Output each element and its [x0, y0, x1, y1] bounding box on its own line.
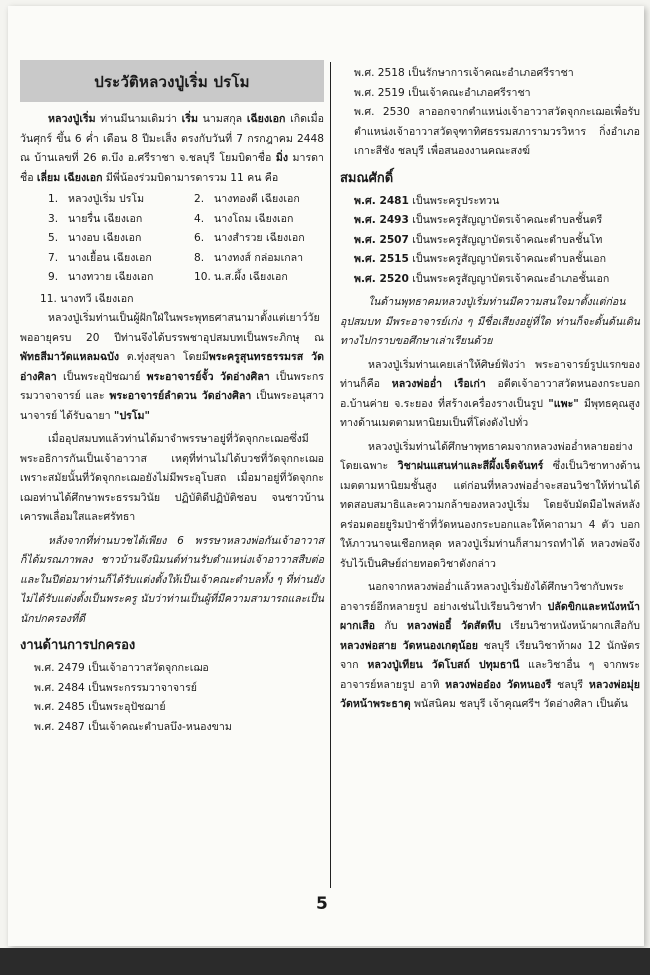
- page-title: ประวัติหลวงปู่เริ่ม ปรโม: [20, 60, 324, 102]
- training-paragraph: [340, 438, 640, 575]
- sibling-name: หลวงปู่เริ่ม ปรโม: [68, 193, 145, 205]
- sibling-item: [48, 210, 194, 230]
- kammavacacariya-name: พระอาจารย์จั้ว วัดอ่างศิลา: [146, 370, 270, 383]
- rank-text: เป็นพระครูสัญญาบัตรเจ้าคณะตำบลชั้นโท: [408, 233, 603, 246]
- sibling-name: นางทวาย เฉียงเอก: [68, 271, 154, 283]
- sibling-item: [194, 249, 344, 269]
- ordination-text: ต.ทุ่งสุขลา โดยมี: [119, 351, 209, 363]
- rank-item: [340, 211, 640, 231]
- teachers-text: ชลบุรี: [551, 678, 589, 691]
- abbot-paragraph: หลังจากที่ท่านบวชได้เพียง 6 พรรษาหลวงพ่อกันเจ้าอาวาสก็ได้มรณภาพลง ชาวบ้านจึงนิมนต์ท่านรับตำแหน่งเจ้าอาวาสสืบต่อ และในปีต่อมาท่านก็ได้รับแต่งตั้งให้เป็นเจ้าคณะตำบลทั้ง ๆ ที่ท่านยังไม่ได้รับแต่งตั้งเป็นพระครู นับว่าท่านเป็นผู้ที่มีความสามารถและเป็นนักปกครองที่ดี: [20, 534, 324, 625]
- intro-paragraph: [20, 110, 324, 188]
- teacher-text: หลวงปู่เริ่มท่านเคยเล่าให้ศิษย์ฟังว่า พระอาจารย์รูปแรกของท่านก็คือ: [340, 358, 640, 390]
- governance-item: พ.ศ. 2487 เป็นเจ้าคณะตำบลบึง-หนองขาม: [34, 720, 232, 733]
- teacher-name: หลวงปู่เทียน วัดโบสถ์ ปทุมธานี: [367, 659, 520, 671]
- governance-item: พ.ศ. 2519 เป็นเจ้าคณะอำเภอศรีราชา: [354, 86, 531, 99]
- other-teachers-paragraph: [340, 578, 640, 715]
- intro-surname: เฉียงเอก: [246, 113, 286, 125]
- teacher-text: มีพุทธคุณสูงทางด้านเมตตามหานิยมเป็นที่โด่งดังไปทั่ว: [340, 397, 640, 429]
- governance-heading: งานด้านการปกครอง: [20, 638, 136, 653]
- sibling-number: 8.: [194, 251, 205, 264]
- sibling-item: [48, 190, 194, 210]
- rank-heading: สมณศักดิ์: [340, 170, 394, 186]
- governance-item: พ.ศ. 2479 เป็นเจ้าอาวาสวัดจุกกะเฌอ: [34, 662, 209, 674]
- ordination-text: เป็นพระกรรมวาจาจารย์ และ: [20, 370, 324, 402]
- page-number: 5: [316, 894, 328, 914]
- training-text: หลวงปู่เริ่มท่านได้ศึกษาพุทธาคมจากหลวงพ่ออ่ำหลายอย่าง โดยเฉพาะ: [340, 440, 633, 472]
- rank-year: พ.ศ. 2507: [354, 233, 409, 246]
- magic-interest-paragraph: ในด้านพุทธาคมหลวงปู่เริ่มท่านมีความสนใจมาตั้งแต่ก่อนอุปสมบท มีพระอาจารย์เก่ง ๆ มีชื่อเสียงอยู่ที่ใด ท่านก็จะดั้นด้นเดินทางไปกราบขอศึกษาเล่าเรียนด้วย: [340, 296, 640, 347]
- sibling-number: 9.: [48, 271, 59, 283]
- rank-item: [340, 192, 640, 212]
- sibling-name: นางทองดี เฉียงเอก: [214, 193, 300, 205]
- teachers-text: พนัสนิคม ชลบุรี เจ้าคุณศรีฯ วัดอ่างศิลา เป็นต้น: [410, 698, 628, 710]
- sibling-item: [20, 290, 324, 310]
- sibling-number: 2.: [194, 193, 205, 205]
- left-column: [20, 60, 324, 737]
- sibling-number: 4.: [194, 212, 205, 225]
- anusavanacariya-name: พระอาจารย์ลำดวน วัดอ่างศิลา: [109, 390, 252, 402]
- teachers-text: นอกจากหลวงพ่ออ่ำแล้วหลวงปู่เริ่มยังได้ศึกษาวิชากับพระอาจารย์อีกหลายรูป อย่างเช่นไปเรียนวิชาทำ: [340, 581, 624, 613]
- rank-text: เป็นพระครูประทวน: [408, 194, 500, 207]
- teacher-name: หลวงพ่อมุ่ย วัดหน้าพระธาตุ: [340, 678, 640, 710]
- intro-firstname: เริ่ม: [181, 113, 198, 125]
- intro-text: มีพี่น้องร่วมบิดามารดารวม 11 คน คือ: [102, 171, 279, 184]
- teacher-name: หลวงพ่ออ่ำ เรือเก่า: [391, 378, 486, 390]
- intro-text: เกิดเมื่อวันศุกร์ ขึ้น 6 ค่ำ เดือน 8 ปีมะเส็ง ตรงกับวันที่ 7 กรกฎาคม 2448 ณ บ้านเลขที่ 26 ต.บึง อ.ศรีราชา จ.ชลบุรี โยมบิดาชื่อ: [20, 113, 325, 164]
- rank-item: [340, 270, 640, 290]
- intro-text: ท่านมีนามเดิมว่า: [95, 113, 182, 125]
- sibling-name: นางอบ เฉียงเอก: [68, 232, 142, 244]
- sibling-number: 11.: [40, 292, 57, 305]
- scan-border: [0, 948, 650, 975]
- sibling-name: นายรื่น เฉียงเอก: [68, 212, 143, 225]
- ordination-text: เป็นพระอุปัชฌาย์: [56, 370, 147, 383]
- sibling-item: [48, 229, 194, 249]
- sibling-name: นางเยื้อน เฉียงเอก: [68, 251, 152, 264]
- rank-year: พ.ศ. 2515: [354, 253, 409, 265]
- rank-item: [340, 231, 640, 251]
- book-page: [8, 6, 644, 946]
- sibling-number: 6.: [194, 232, 205, 244]
- sibling-name: นางทวี เฉียงเอก: [60, 292, 134, 305]
- talisman-name: ปลัดขิกและหนังหน้าผากเสือ: [340, 600, 640, 632]
- teachers-text: กับ: [375, 620, 408, 632]
- sibling-list: [20, 190, 324, 288]
- sibling-item: [194, 190, 344, 210]
- sibling-item: [48, 249, 194, 269]
- sibling-name: นางทงส์ กล่อมเกลา: [214, 251, 304, 264]
- governance-item: พ.ศ. 2484 เป็นพระกรรมวาจาจารย์: [34, 681, 197, 694]
- rank-year: พ.ศ. 2493: [354, 214, 409, 226]
- ordination-place: พัทธสีมาวัดแหลมฉบัง: [20, 351, 120, 363]
- sibling-number: 1.: [48, 193, 59, 205]
- teachers-text: เรียนวิชาหนังหน้าผากเสือกับ: [501, 620, 641, 632]
- intro-text: มารดาชื่อ: [20, 152, 324, 184]
- training-text: ซึ่งเป็นวิชาทางด้านเมตตามหานิยมชั้นสูง แต่ก่อนที่หลวงพ่ออ่ำจะสอนวิชาให้ท่านได้ทดสอบสมาธิและความกล้าของหลวงปู่เริ่ม โดยจับมัดมือไพล่หลังคร่อมตอยยูริมป่าช้าที่วัดหนองกระบอกและให้คาถามา 4 ตัว บอกให้ภาวนาจนเชือกหลุด หลวงปู่เริ่มท่านก็สามารถทำได้ หลวงพ่อจึงรับไว้เป็นศิษย์ถ่ายทอดวิชาดังกล่าว: [340, 460, 640, 570]
- first-teacher-paragraph: [340, 356, 640, 434]
- sibling-name: น.ส.ผึ้ง เฉียงเอก: [214, 271, 288, 283]
- rank-item: [340, 250, 640, 270]
- residence-paragraph: เมื่ออุปสมบทแล้วท่านได้มาจำพรรษาอยู่ที่วัดจุกกะเฌอซึ่งมีพระอธิการกันเป็นเจ้าอาวาส เหตุที่ท่านไม่ได้บวชที่วัดจุกกะเฌอเพราะสมัยนั้นที่วัดจุกกะเฌอยังไม่มีพระอุโบสถ เมื่อมาอยู่ที่วัดจุกกะเฌอท่านได้ศึกษาพระธรรมวินัย ปฏิบัติดีปฏิบัติชอบ จนชาวบ้านเคารพเลื่อมใสและศรัทธา: [20, 433, 324, 523]
- rank-year: พ.ศ. 2520: [354, 272, 409, 285]
- right-column: [340, 64, 640, 715]
- rank-text: เป็นพระครูสัญญาบัตรเจ้าคณะตำบลชั้นเอก: [408, 253, 607, 265]
- ordination-text: เป็นพระอนุสาวนาจารย์ ได้รับฉายา: [20, 390, 325, 422]
- rank-text: เป็นพระครูสัญญาบัตรเจ้าคณะตำบลชั้นตรี: [408, 214, 603, 226]
- column-divider: [330, 62, 331, 888]
- sibling-number: 10.: [194, 271, 211, 283]
- sibling-name: นางโถม เฉียงเอก: [214, 212, 294, 225]
- preceptor-name: พระครูสุนทรธรรมรส วัดอ่างศิลา: [20, 351, 324, 383]
- sibling-number: 5.: [48, 232, 59, 244]
- governance-item: พ.ศ. 2518 เป็นรักษาการเจ้าคณะอำเภอศรีราชา: [354, 67, 574, 79]
- teachers-text: และวิชาอื่น ๆ จากพระอาจารย์หลายรูป อาทิ: [340, 659, 640, 691]
- father-name: มิ่ง: [275, 152, 289, 164]
- governance-item: พ.ศ. 2485 เป็นพระอุปัชฌาย์: [34, 701, 166, 713]
- intro-text: นามสกุล: [197, 113, 247, 125]
- sibling-number: 3.: [48, 212, 59, 225]
- sibling-item: [194, 210, 344, 230]
- ordination-paragraph: [20, 309, 324, 426]
- monastic-name: "ปรโม": [113, 409, 151, 422]
- ordination-text: หลวงปู่เริ่มท่านเป็นผู้ฝักใฝ่ในพระพุทธศาสนามาตั้งแต่เยาว์วัย พออายุครบ 20 ปีท่านจึงได้บรรพชาอุปสมบทเป็นพระภิกษุ ณ: [20, 312, 324, 344]
- teacher-text: อดีตเจ้าอาวาสวัดหนองกระบอก อ.บ้านค่าย จ.ระยอง ที่สร้างเครื่องรางเป็นรูป: [340, 378, 640, 410]
- governance-item: พ.ศ. 2530 ลาออกจากตำแหน่งเจ้าอาวาสวัดจุกกะเฌอเพื่อรับตำแหน่งเจ้าอาวาสวัดจุฑาทิศธรรมสภารามวรวิหาร กิ่งอำเภอเกาะสีชัง ชลบุรี เพื่อสนองงานคณะสงฆ์: [354, 106, 640, 157]
- sibling-name: นางสำรวย เฉียงเอก: [214, 232, 305, 244]
- sibling-item: [194, 268, 344, 288]
- teacher-name: หลวงพ่อสาย วัดหนองเกตุน้อย: [340, 639, 478, 652]
- spell-name: วิชาฝนแสนห่าและสีผึ้งเจ็ดจันทร์: [397, 460, 544, 472]
- intro-name: หลวงปู่เริ่ม: [48, 113, 96, 125]
- mother-name: เลี่ยม เฉียงเอก: [36, 171, 103, 184]
- sibling-item: [48, 268, 194, 288]
- teacher-name: หลวงพ่ออี๋ วัดสัตหีบ: [407, 620, 501, 632]
- teachers-text: ชลบุรี เรียนวิชาท้าผง 12 นักษัตรจาก: [340, 639, 640, 671]
- rank-year: พ.ศ. 2481: [354, 194, 409, 207]
- sibling-number: 7.: [48, 251, 59, 264]
- rank-text: เป็นพระครูสัญญาบัตรเจ้าคณะอำเภอชั้นเอก: [408, 272, 610, 285]
- amulet-name: "แพะ": [548, 397, 579, 410]
- sibling-item: [194, 229, 344, 249]
- teacher-name: หลวงพ่ออ๋อง วัดหนองรี: [445, 678, 552, 691]
